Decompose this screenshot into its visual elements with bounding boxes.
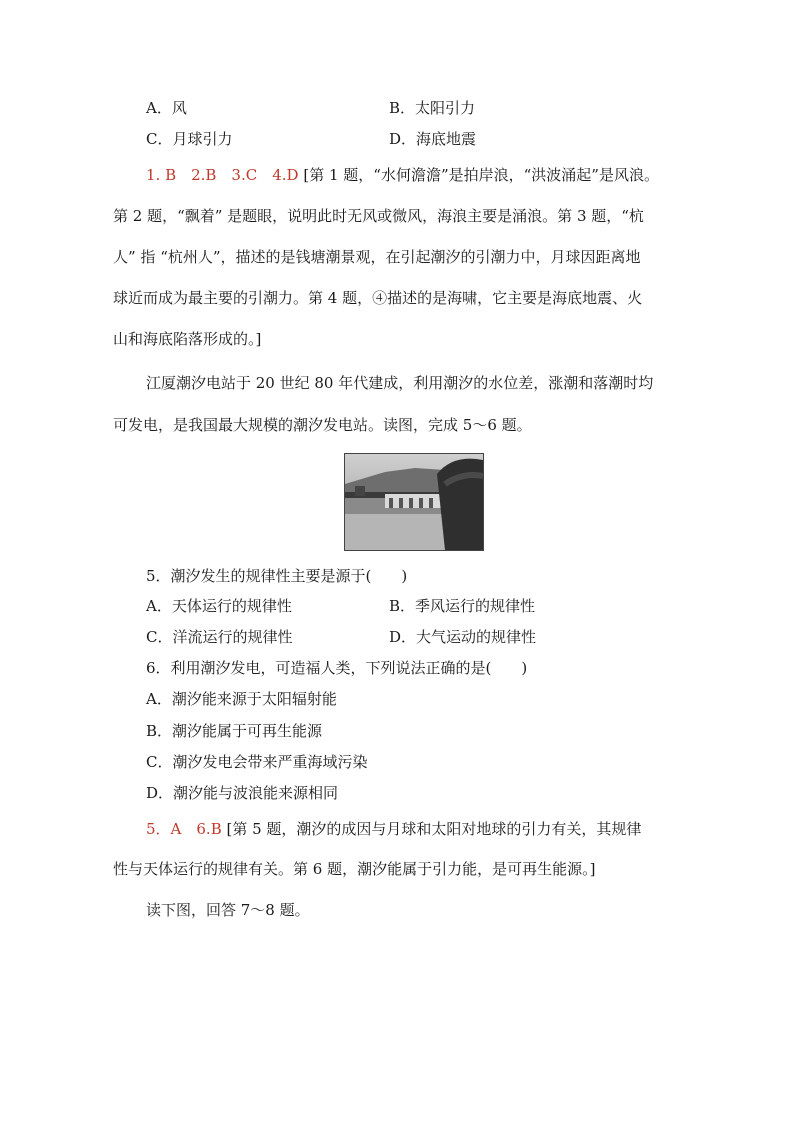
explanation-text: 球近而成为最主要的引潮力。第 4 题，④描述的是海啸，它主要是海底地震、火 (113, 289, 643, 307)
option-b: B．太阳引力 (389, 99, 476, 117)
answer-key: 1. B 2.B 3.C 4.D (146, 166, 299, 184)
option-c: C．洋流运行的规律性 (146, 628, 293, 646)
option-d: D．大气运动的规律性 (389, 628, 537, 646)
explanation-text: 性与天体运行的规律有关。第 6 题，潮汐能属于引力能，是可再生能源。] (113, 860, 596, 878)
tidal-station-photo (344, 453, 484, 551)
answer-key: 5．A 6.B (146, 820, 222, 838)
intro-paragraph: 读下图，回答 7～8 题。 (146, 901, 310, 919)
option-a: A．天体运行的规律性 (146, 597, 292, 615)
question-6-stem: 6．利用潮汐发电，可造福人类，下列说法正确的是( ) (146, 659, 528, 677)
explanation-text: 山和海底陷落形成的。] (113, 330, 262, 348)
option-b: B．季风运行的规律性 (389, 597, 536, 615)
question-5-stem: 5．潮汐发生的规律性主要是源于( ) (146, 567, 408, 585)
option-d: D．海底地震 (389, 130, 477, 148)
answer-block-2 (146, 818, 641, 839)
option-a: A．潮汐能来源于太阳辐射能 (146, 690, 337, 708)
answer-block-1 (146, 164, 659, 185)
explanation-text: 第 2 题，“飘着” 是题眼，说明此时无风或微风，海浪主要是涌浪。第 3 题，“杭 (113, 207, 644, 225)
explanation-text: [第 1 题，“水何澹澹”是拍岸浪，“洪波涌起”是风浪。 (303, 166, 659, 184)
option-a: A．风 (146, 99, 187, 117)
intro-paragraph: 可发电，是我国最大规模的潮汐发电站。读图，完成 5～6 题。 (113, 416, 532, 434)
option-c: C．潮汐发电会带来严重海域污染 (146, 753, 368, 771)
explanation-text: [第 5 题，潮汐的成因与月球和太阳对地球的引力有关，其规律 (226, 820, 642, 838)
option-c: C．月球引力 (146, 130, 233, 148)
explanation-text: 人” 指 “杭州人”，描述的是钱塘潮景观，在引起潮汐的引潮力中，月球因距离地 (113, 248, 641, 266)
intro-paragraph: 江厦潮汐电站于 20 世纪 80 年代建成，利用潮汐的水位差，涨潮和落潮时均 (146, 374, 654, 392)
option-d: D．潮汐能与波浪能来源相同 (146, 784, 339, 802)
option-b: B．潮汐能属于可再生能源 (146, 722, 323, 740)
